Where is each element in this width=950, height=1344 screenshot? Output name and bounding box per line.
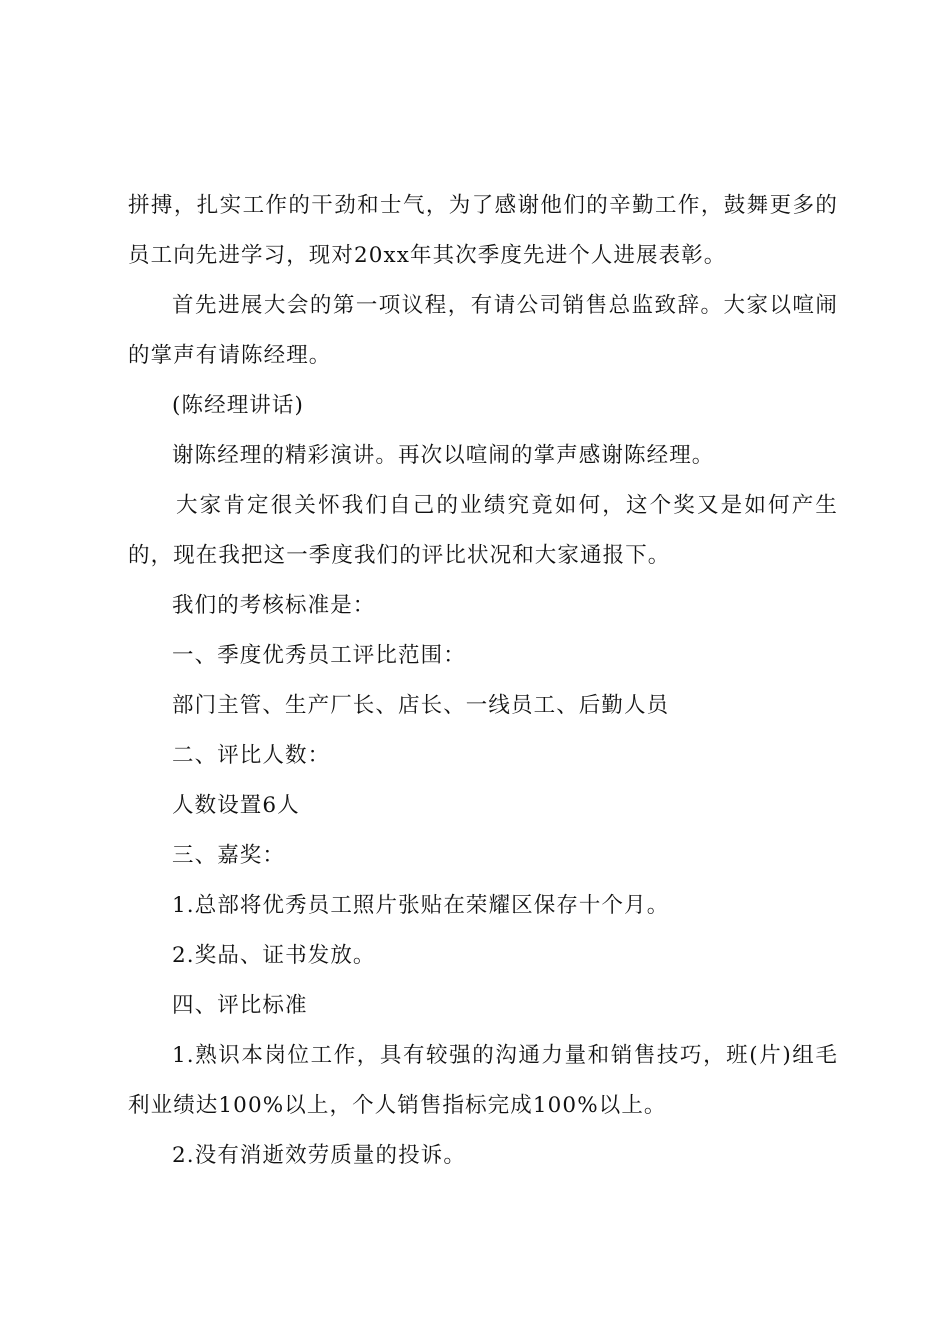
paragraph-4: 谢陈经理的精彩演讲。再次以喧闹的掌声感谢陈经理。 xyxy=(172,443,715,468)
paragraph-1: 拼搏，扎实工作的干劲和士气，为了感谢他们的辛勤工作，鼓舞更多的员工向先进学习，现对20xx年其次季度先进个人进展表彰。 xyxy=(128,193,838,268)
paragraph-6: 我们的考核标准是： xyxy=(172,593,376,618)
section-heading-3: 三、嘉奖： xyxy=(172,843,286,868)
paragraph-2: 首先进展大会的第一项议程，有请公司销售总监致辞。大家以喧闹的掌声有请陈经理。 xyxy=(128,293,838,368)
list-item-4: 2.没有消逝效劳质量的投诉。 xyxy=(172,1143,466,1168)
paragraph-8: 人数设置6人 xyxy=(172,793,300,818)
section-heading-1: 一、季度优秀员工评比范围： xyxy=(172,643,466,668)
section-heading-2: 二、评比人数： xyxy=(172,743,331,768)
section-heading-4: 四、评比标准 xyxy=(172,993,308,1018)
paragraph-5: 大家肯定很关怀我们自己的业绩究竟如何，这个奖又是如何产生的，现在我把这一季度我们的评比状况和大家通报下。 xyxy=(128,493,838,568)
paragraph-7: 部门主管、生产厂长、店长、一线员工、后勤人员 xyxy=(172,693,670,718)
paragraph-3: (陈经理讲话) xyxy=(172,393,304,418)
document-body xyxy=(128,181,838,1181)
list-item-3: 1.熟识本岗位工作，具有较强的沟通力量和销售技巧，班(片)组毛利业绩达100%以上，个人销售指标完成100%以上。 xyxy=(128,1043,838,1118)
list-item-2: 2.奖品、证书发放。 xyxy=(172,943,376,968)
list-item-1: 1.总部将优秀员工照片张贴在荣耀区保存十个月。 xyxy=(172,893,670,918)
